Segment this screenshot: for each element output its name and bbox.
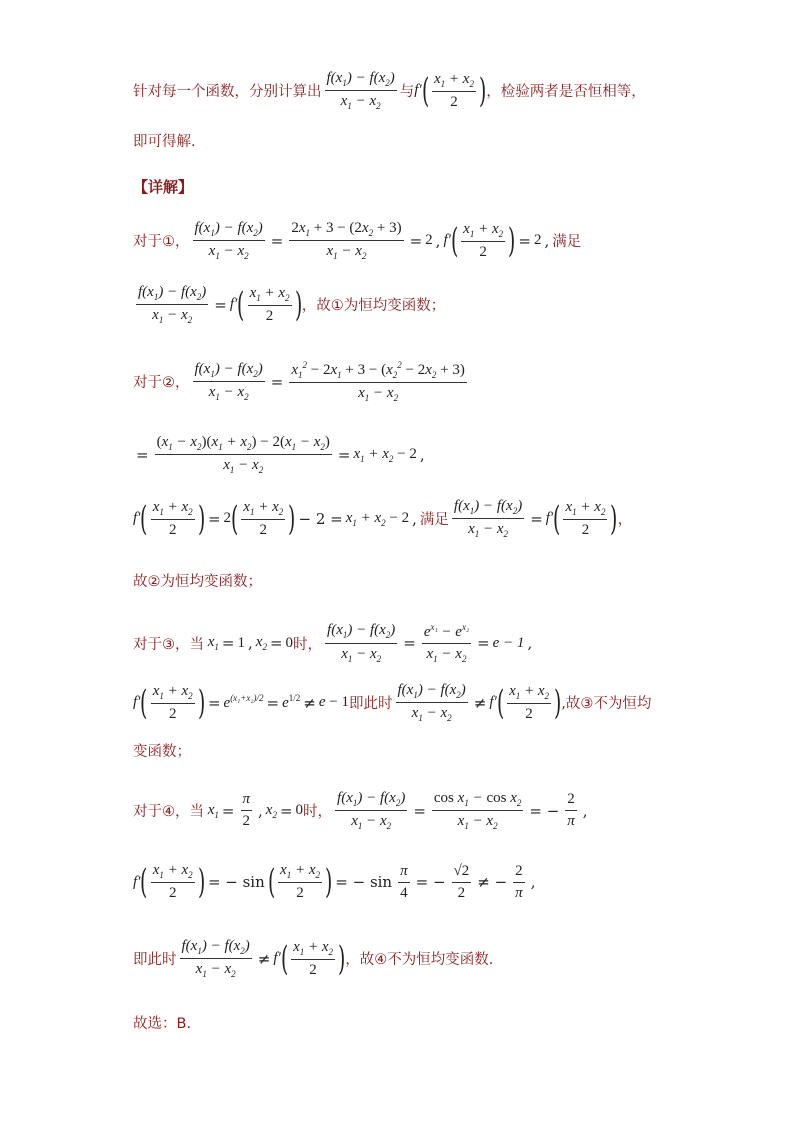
case2-line1: 对于②， $\frac{f(x_1) - f(x_2)}{x_1 - x_2}$ = $\frac{x_1^2 - 2x_1 + 3 - (x_2^2 - 2x_2 + 3)}{x_1 - x_2}$	[133, 360, 465, 404]
case3-result: e − 1	[492, 634, 525, 651]
case3-conclusion-b: 变函数；	[133, 744, 191, 760]
case4-line2: f′ ( $\frac{x_1 + x_2}{2}$ ) = − sin ( $\frac{x_1 + x_2}{2}$ ) = − sin $\frac{\pi}{4}$ = − $\frac{√2}{2}$ ≠ − $\frac{2}{\pi}$ ,	[133, 862, 536, 903]
case3-label: 对于③，当	[133, 636, 204, 653]
case4-label: 对于④，当	[133, 804, 204, 821]
case3-conclusion-a: ,故③不为恒均	[561, 696, 652, 713]
intro-text-c: ，检验两者是否恒相等，	[486, 84, 646, 101]
case1-conclusion: ，故①为恒均变函数；	[301, 298, 446, 315]
case1-value: 2	[425, 232, 433, 249]
case2-conclusion: 故②为恒均变函数；	[133, 574, 262, 590]
case1-label: 对于①，	[133, 234, 190, 251]
intro-line: 针对每一个函数，分别计算出 $\frac{f(x_1) - f(x_2)}{x_1 - x_2}$ 与 f′ ( $\frac{x_1 + x_2}{2}$ ) ，检验两者是否恒相等，	[133, 70, 646, 112]
case2-line2: = $\frac{(x_1 - x_2)(x_1 + x_2) - 2(x_1 - x_2)}{x_1 - x_2}$ = $x_1 + x_2 - 2$ ,	[136, 434, 425, 476]
case2-sat: 满足	[419, 512, 449, 529]
difference-quotient: $\frac{f(x_1) - f(x_2)}{x_1 - x_2}$	[326, 70, 395, 112]
case2-label: 对于②，	[133, 375, 190, 392]
answer-line: 故选：B.	[133, 1016, 192, 1032]
case1-line2: $\frac{f(x_1) - f(x_2)}{x_1 - x_2}$ = f′ ( $\frac{x_1 + x_2}{2}$ ) ，故①为恒均变函数；	[138, 284, 446, 326]
intro-text-a: 针对每一个函数，分别计算出	[133, 84, 322, 101]
case1-sat: 满足	[552, 234, 582, 251]
case3-line1: 对于③，当 $x_1$ = 1 , $x_2$ = 0 时， $\frac{f(x_1) - f(x_2)}{x_1 - x_2}$ = $\frac{e^{x_1} - e^{x_2}}{x_1 - x_2}$ = e − 1 ,	[133, 622, 533, 665]
intro-text-b: 与	[399, 84, 415, 101]
case2-line3: f′ ( $\frac{x_1 + x_2}{2}$ ) = 2 ( $\frac{x_1 + x_2}{2}$ ) − 2 = $x_1 + x_2 - 2$ , 满足 $\frac{f(x_1) - f(x_2)}{x_1 - x_2}$ = f′ ( $\frac{x_1 + x_2}{2}$ ) ，	[133, 498, 633, 540]
case4-line1: 对于④，当 $x_1$ = $\frac{\pi}{2}$ , $x_2$ = 0 时， $\frac{f(x_1) - f(x_2)}{x_1 - x_2}$ = $\frac{\cos x_1 - \cos x_2}{x_1 - x_2}$ = − $\frac{2}{\pi}$ ,	[133, 790, 588, 832]
section-title: 【详解】	[133, 178, 194, 196]
case4-line3: 即此时 $\frac{f(x_1) - f(x_2)}{x_1 - x_2}$ ≠ f′ ( $\frac{x_1 + x_2}{2}$ ) ，故④不为恒均变函数.	[133, 938, 494, 980]
case3-line2: f′ ( $\frac{x_1 + x_2}{2}$ ) = $e^{(x_1+x_2)/2}$ = $e^{1/2}$ ≠ e − 1 即此时 $\frac{f(x_1) - f(x_2)}{x_1 - x_2}$ ≠ f′ ( $\frac{x_1 + x_2}{2}$ ) ,故③不为恒均	[133, 682, 652, 724]
case4-conclusion: ，故④不为恒均变函数.	[345, 952, 494, 969]
intro-line-2: 即可得解.	[133, 134, 196, 150]
case1-line1: 对于①， $\frac{f(x_1) - f(x_2)}{x_1 - x_2}$ = $\frac{2x_1 + 3 - (2x_2 + 3)}{x_1 - x_2}$ = 2 , f′ ( $\frac{x_1 + x_2}{2}$ ) = 2 , 满足	[133, 220, 582, 262]
